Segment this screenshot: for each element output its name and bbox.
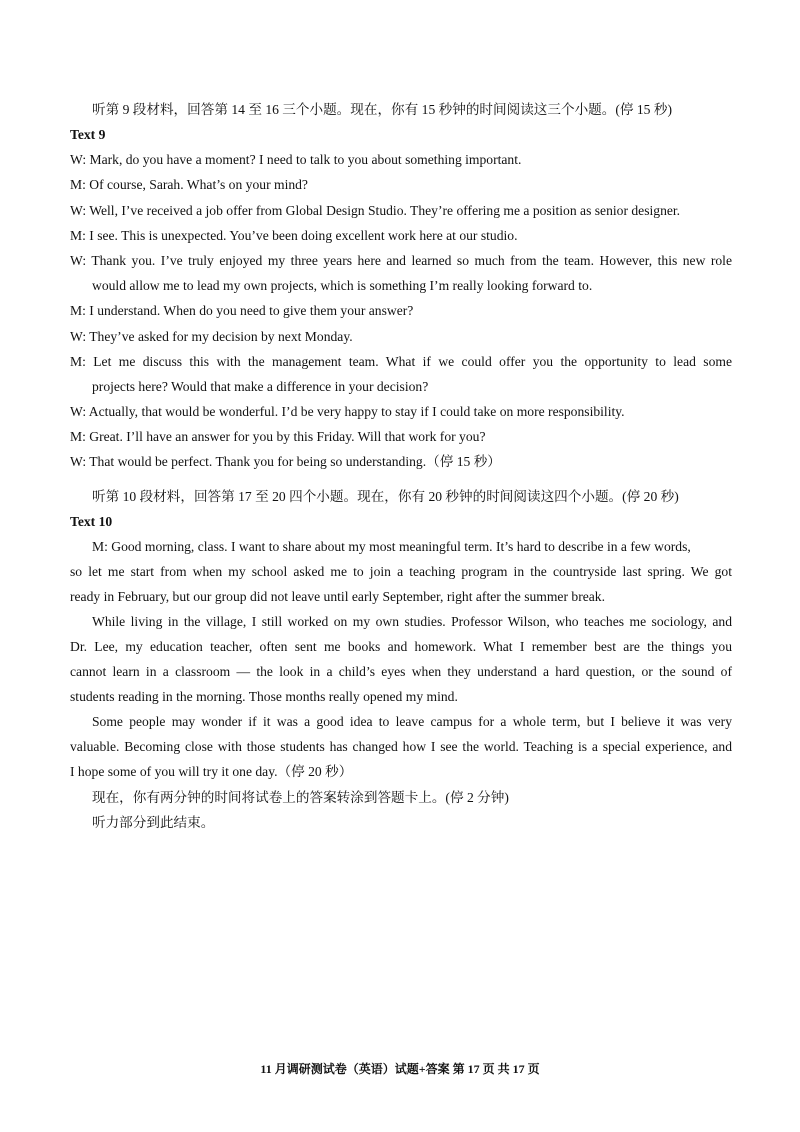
text9-instruction: 听第 9 段材料，回答第 14 至 16 三个小题。现在，你有 15 秒钟的时间阅读这三个小题。(停 15 秒) [92, 102, 672, 117]
monologue-line: cannot learn in a classroom — the look in a child’s eyes when they understand a hard question, or the sound of [70, 664, 732, 679]
dialogue-line: W: Actually, that would be wonderful. I’d be very happy to stay if I could take on more responsibility. [70, 404, 625, 419]
text9-title: Text 9 [70, 127, 106, 142]
monologue-line: so let me start from when my school asked me to join a teaching program in the countryside last spring. We got [70, 564, 732, 579]
monologue-line: Dr. Lee, my education teacher, often sent me books and homework. What I remember best are the things you [70, 639, 732, 654]
answer-transfer-instruction: 现在，你有两分钟的时间将试卷上的答案转涂到答题卡上。(停 2 分钟) [92, 790, 509, 805]
text10-instruction: 听第 10 段材料，回答第 17 至 20 四个小题。现在，你有 20 秒钟的时间阅读这四个小题。(停 20 秒) [92, 489, 679, 504]
dialogue-line: W: That would be perfect. Thank you for being so understanding.（停 15 秒） [70, 454, 501, 469]
dialogue-line: M: Let me discuss this with the management team. What if we could offer you the opportunity to lead some [70, 354, 732, 369]
monologue-line: M: Good morning, class. I want to share about my most meaningful term. It’s hard to describe in a few words, [92, 539, 691, 554]
monologue-line: valuable. Becoming close with those students has changed how I see the world. Teaching is a special experience, and [70, 739, 732, 754]
monologue-line: I hope some of you will try it one day.（停 20 秒） [70, 764, 353, 779]
dialogue-line: W: They’ve asked for my decision by next Monday. [70, 329, 353, 344]
dialogue-line: W: Well, I’ve received a job offer from Global Design Studio. They’re offering me a position as senior designer. [70, 203, 681, 218]
monologue-line: ready in February, but our group did not leave until early September, right after the summer break. [70, 589, 605, 604]
monologue-line: students reading in the morning. Those months really opened my mind. [70, 689, 458, 704]
monologue-line: Some people may wonder if it was a good idea to leave campus for a whole term, but I believe it was very [92, 714, 732, 729]
dialogue-line: W: Thank you. I’ve truly enjoyed my three years here and learned so much from the team. However, this new role [70, 253, 732, 268]
text10-title: Text 10 [70, 514, 113, 529]
dialogue-line: M: I understand. When do you need to give them your answer? [70, 303, 414, 318]
page-footer: 11 月调研测试卷（英语）试题+答案 第 17 页 共 17 页 [260, 1062, 540, 1076]
dialogue-line: M: Great. I’ll have an answer for you by this Friday. Will that work for you? [70, 429, 486, 444]
dialogue-line: projects here? Would that make a difference in your decision? [92, 379, 429, 394]
monologue-line: While living in the village, I still worked on my own studies. Professor Wilson, who teaches me sociology, and [92, 614, 732, 629]
dialogue-line: M: I see. This is unexpected. You’ve been doing excellent work here at our studio. [70, 228, 518, 243]
dialogue-line: would allow me to lead my own projects, which is something I’m really looking forward to. [92, 278, 593, 293]
listening-end-note: 听力部分到此结束。 [92, 815, 215, 830]
dialogue-line: M: Of course, Sarah. What’s on your mind? [70, 177, 308, 192]
dialogue-line: W: Mark, do you have a moment? I need to talk to you about something important. [70, 152, 522, 167]
